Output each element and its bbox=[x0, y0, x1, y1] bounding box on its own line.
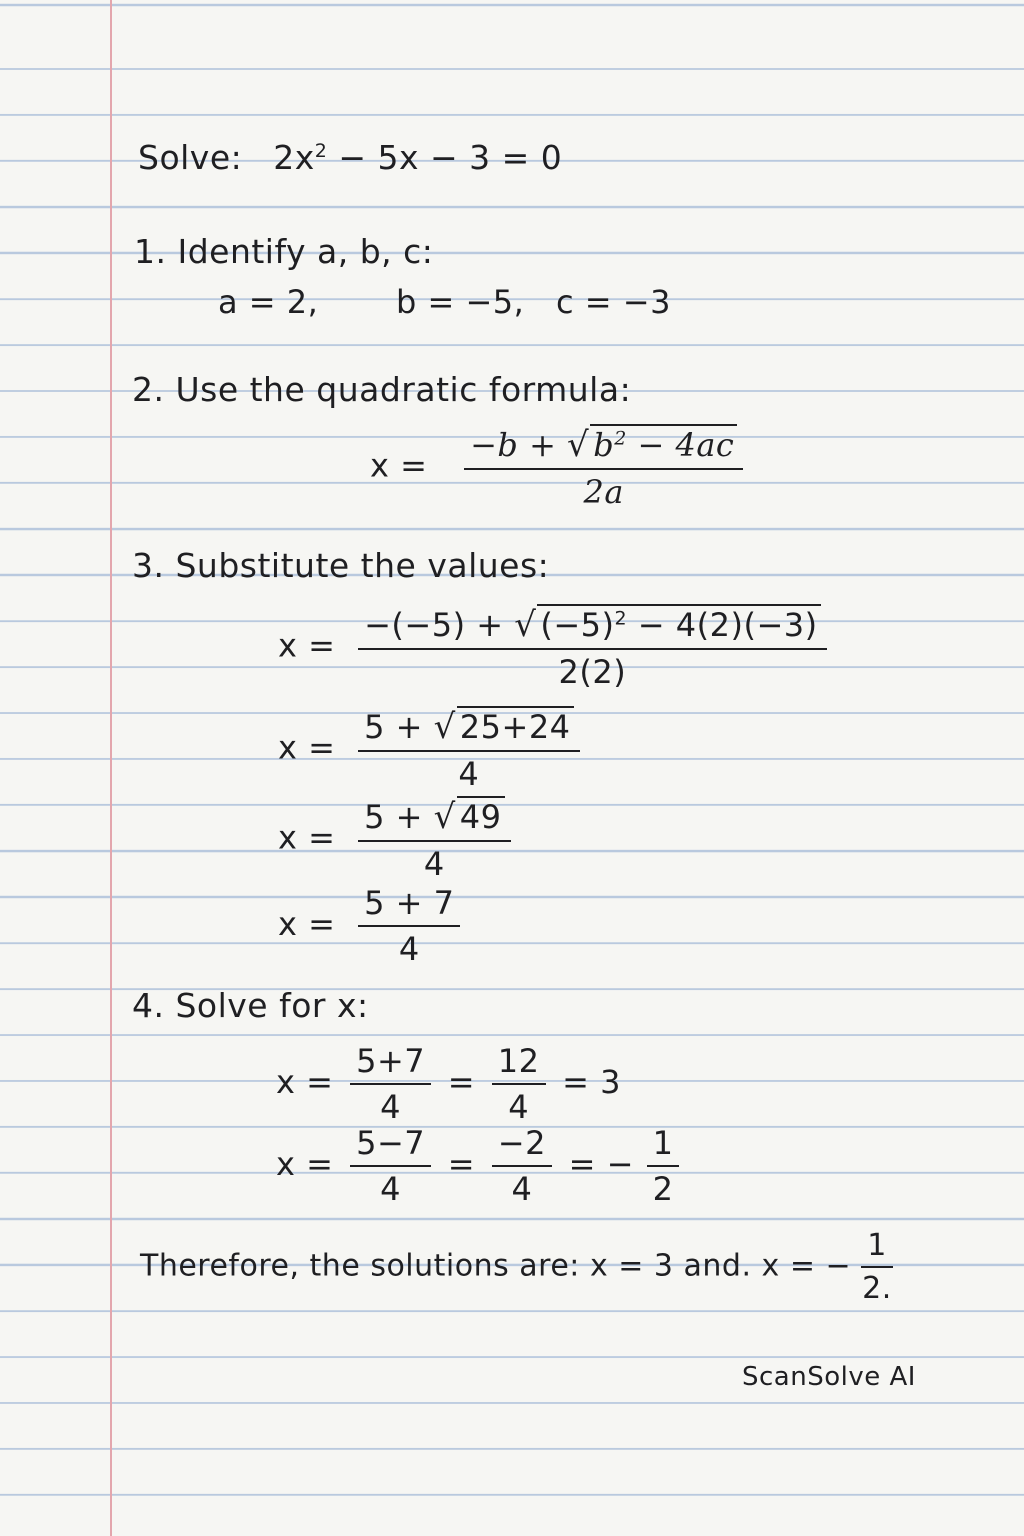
sqrt-symbol: √ bbox=[514, 605, 537, 645]
step-1-a-value: a = 2, bbox=[218, 283, 319, 321]
solution-2-fraction-a-numerator: 5−7 bbox=[350, 1124, 431, 1167]
conclusion bbox=[140, 1228, 899, 1306]
solution-2-result-numerator: 1 bbox=[647, 1124, 680, 1167]
problem-equation: $2x^2 - 5x - 3 = 0$ bbox=[273, 138, 563, 177]
substitution-4-numerator: 5 + 7 bbox=[358, 884, 460, 927]
solution-1-fraction-b bbox=[492, 1042, 546, 1126]
solution-2-equals: = bbox=[447, 1145, 476, 1183]
solution-2-fraction-a bbox=[350, 1124, 431, 1208]
substitution-2-lhs: x = bbox=[278, 728, 336, 767]
substitution-2-radicand: 25+24 bbox=[457, 706, 574, 746]
solution-1-result: = 3 bbox=[562, 1063, 622, 1101]
conclusion-text: Therefore, the solutions are: x = 3 and. x = − bbox=[140, 1248, 852, 1284]
solution-1-fraction-a bbox=[350, 1042, 431, 1126]
substitution-3-radicand: 49 bbox=[457, 796, 505, 836]
solution-1-fraction-a-numerator: 5+7 bbox=[350, 1042, 431, 1085]
substitution-3-fraction bbox=[358, 796, 510, 883]
margin-line bbox=[110, 0, 112, 1536]
formula-lhs: x = bbox=[370, 446, 428, 485]
substitution-line-3 bbox=[278, 796, 517, 883]
substitution-3-lhs: x = bbox=[278, 818, 336, 857]
substitution-line-2 bbox=[278, 706, 586, 793]
substitution-1-fraction bbox=[358, 604, 827, 691]
conclusion-fraction-denominator: 2. bbox=[862, 1271, 892, 1306]
sqrt-symbol: √ bbox=[433, 797, 456, 837]
formula-numerator-prefix: −b + bbox=[470, 426, 557, 464]
solution-1-fraction-a-denominator: 4 bbox=[380, 1088, 402, 1126]
substitution-1-radicand: $(-5)^2 - 4(2)(-3)$ bbox=[537, 604, 820, 644]
substitution-2-fraction bbox=[358, 706, 579, 793]
solution-1-lhs: x = bbox=[276, 1063, 334, 1101]
solution-2-fraction-a-denominator: 4 bbox=[380, 1170, 402, 1208]
substitution-line-1 bbox=[278, 604, 833, 691]
step-4-title: 4. Solve for x: bbox=[132, 986, 369, 1025]
substitution-1-numerator-prefix: −(−5) + bbox=[364, 606, 504, 644]
substitution-line-4 bbox=[278, 884, 466, 968]
step-1-c-value: c = −3 bbox=[556, 283, 671, 321]
formula-denominator: 2a bbox=[583, 473, 624, 511]
substitution-3-denominator: 4 bbox=[423, 845, 445, 883]
scansolve-watermark: ScanSolve AI bbox=[742, 1362, 916, 1392]
solution-2-fraction-b-numerator: −2 bbox=[492, 1124, 552, 1167]
substitution-1-lhs: x = bbox=[278, 626, 336, 665]
solution-2-fraction-b-denominator: 4 bbox=[511, 1170, 533, 1208]
problem-statement bbox=[138, 138, 562, 177]
sqrt-symbol: √ bbox=[433, 707, 456, 747]
solution-2-lhs: x = bbox=[276, 1145, 334, 1183]
solution-line-1 bbox=[276, 1042, 621, 1126]
problem-label: Solve: bbox=[138, 138, 243, 177]
substitution-3-numerator-prefix: 5 + bbox=[364, 798, 423, 836]
step-1-title: 1. Identify a, b, c: bbox=[134, 232, 434, 271]
solution-1-fraction-b-numerator: 12 bbox=[492, 1042, 546, 1085]
solution-1-equals: = bbox=[447, 1063, 476, 1101]
solution-2-fraction-b bbox=[492, 1124, 552, 1208]
sqrt-symbol: √ bbox=[567, 425, 590, 465]
substitution-2-denominator: 4 bbox=[458, 755, 480, 793]
solution-2-result-denominator: 2 bbox=[652, 1170, 674, 1208]
substitution-1-denominator: 2(2) bbox=[558, 653, 627, 691]
substitution-4-fraction bbox=[358, 884, 460, 968]
substitution-4-denominator: 4 bbox=[398, 930, 420, 968]
conclusion-fraction bbox=[861, 1228, 893, 1306]
quadratic-formula bbox=[370, 424, 749, 511]
substitution-2-numerator-prefix: 5 + bbox=[364, 708, 423, 746]
solution-1-fraction-b-denominator: 4 bbox=[508, 1088, 530, 1126]
step-3-title: 3. Substitute the values: bbox=[132, 546, 550, 585]
solution-2-result-fraction bbox=[647, 1124, 680, 1208]
step-2-title: 2. Use the quadratic formula: bbox=[132, 370, 632, 409]
formula-radicand: $b^2 - 4ac$ bbox=[590, 424, 737, 464]
substitution-4-lhs: x = bbox=[278, 905, 336, 943]
conclusion-fraction-numerator: 1 bbox=[861, 1228, 893, 1268]
solution-line-2 bbox=[276, 1124, 685, 1208]
solution-2-result-prefix: = − bbox=[568, 1145, 634, 1183]
step-1-b-value: b = −5, bbox=[396, 283, 525, 321]
formula-fraction bbox=[464, 424, 743, 511]
